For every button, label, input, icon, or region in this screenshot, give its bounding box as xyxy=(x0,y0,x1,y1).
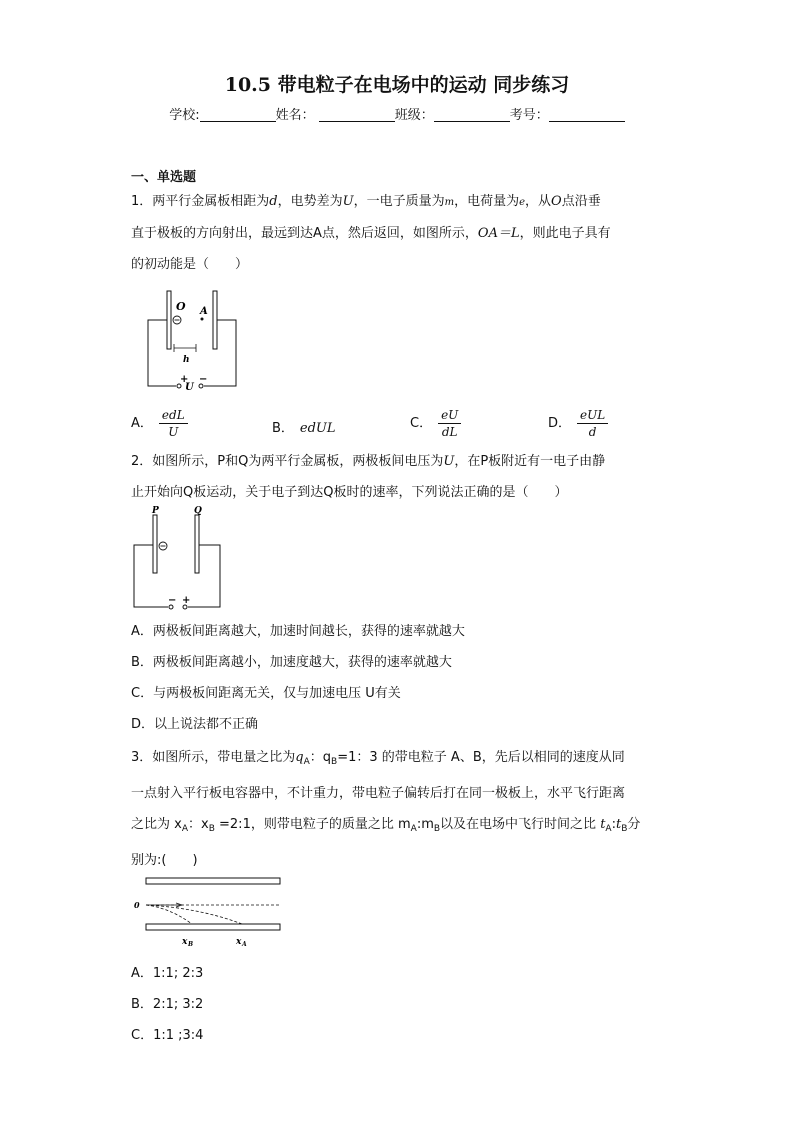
q2-option-b[interactable]: B．两极板间距离越小，加速度越大，获得的速率就越大 xyxy=(131,655,452,670)
q1-capacitor-figure xyxy=(140,286,250,394)
school-label: 学校: xyxy=(169,108,200,123)
q3-option-a[interactable]: A．1:1; 2:3 xyxy=(131,966,204,981)
q3-label-xB: x xyxy=(182,937,188,947)
number-label: 考号： xyxy=(509,108,549,123)
q1-label-O: O xyxy=(176,300,186,313)
q1-option-c[interactable]: C． $\frac{eU}{dL}$ xyxy=(410,407,461,440)
q2-label-plus: + xyxy=(182,595,191,606)
q1-option-a[interactable]: A． $\frac{\text{edL}}{U}$ xyxy=(131,407,188,440)
question-1-text: 1．两平行金属板相距为d，电势差为U，一电子质量为m，电荷量为e，从O点沿垂 直于极板的方向射出，最远到达A点，然后返回，如图所示，OA＝L，则此电子具有 的初动能是（ ） xyxy=(131,194,611,272)
number-blank[interactable] xyxy=(549,107,625,122)
q2-option-a[interactable]: A．两极板间距离越大，加速时间越长，获得的速率就越大 xyxy=(131,624,465,639)
school-blank[interactable] xyxy=(200,107,276,122)
q2-label-minus: − xyxy=(168,595,177,606)
q3-option-b[interactable]: B．2:1; 3:2 xyxy=(131,997,204,1012)
name-blank[interactable] xyxy=(319,107,395,122)
question-3-text: 3．如图所示，带电量之比为$q_A$：$q_B=1$：3 的带电粒子 A、B，先后以相同的速度从同 一点射入平行板电容器中，不计重力，带电粒子偏转后打在同一极板上，水平飞行距离 之比为 $x_A$：$x_B$ =2:1，则带电粒子的质量之比 $m_A:m_B$以及在电场中飞行时间之比 $t_A:t_B$分 别为:( ) xyxy=(131,750,641,868)
q3-label-xA-sub: A xyxy=(242,941,247,948)
q1-option-b[interactable]: B． edUL xyxy=(272,421,336,436)
name-label: 姓名： xyxy=(275,108,315,123)
section-heading: 一、单选题 xyxy=(131,170,197,185)
q2-capacitor-figure xyxy=(130,505,230,613)
q1-label-h: h xyxy=(183,355,190,365)
class-blank[interactable] xyxy=(434,107,510,122)
q2-label-Q: Q xyxy=(194,506,202,516)
q3-label-xA: x xyxy=(236,937,242,947)
q2-option-c[interactable]: C．与两极板间距离无关，仅与加速电压 U有关 xyxy=(131,686,401,701)
q1-label-plus: + xyxy=(180,374,189,385)
q3-label-xB-sub: B xyxy=(188,941,194,948)
q1-label-U: U xyxy=(185,382,194,393)
q3-option-c[interactable]: C．1:1 ;3:4 xyxy=(131,1028,204,1043)
page-title: 10.5 带电粒子在电场中的运动 同步练习 xyxy=(224,74,570,96)
q2-option-d[interactable]: D．以上说法都不正确 xyxy=(131,717,259,732)
student-info-line xyxy=(0,104,794,123)
q3-deflection-figure xyxy=(130,872,286,952)
q1-label-A: A xyxy=(200,306,208,317)
class-label: 班级： xyxy=(394,108,434,123)
q3-label-origin: 0 xyxy=(134,900,140,910)
q2-label-P: P xyxy=(152,506,159,516)
q1-label-minus: − xyxy=(199,374,208,385)
q1-option-d[interactable]: D． $\frac{\text{eUL}}{d}$ xyxy=(548,407,608,440)
question-2-text: 2．如图所示，P和Q为两平行金属板，两极板间电压为U，在P板附近有一电子由静 止开始向Q板运动，关于电子到达Q板时的速率，下列说法正确的是（ ） xyxy=(131,454,606,500)
